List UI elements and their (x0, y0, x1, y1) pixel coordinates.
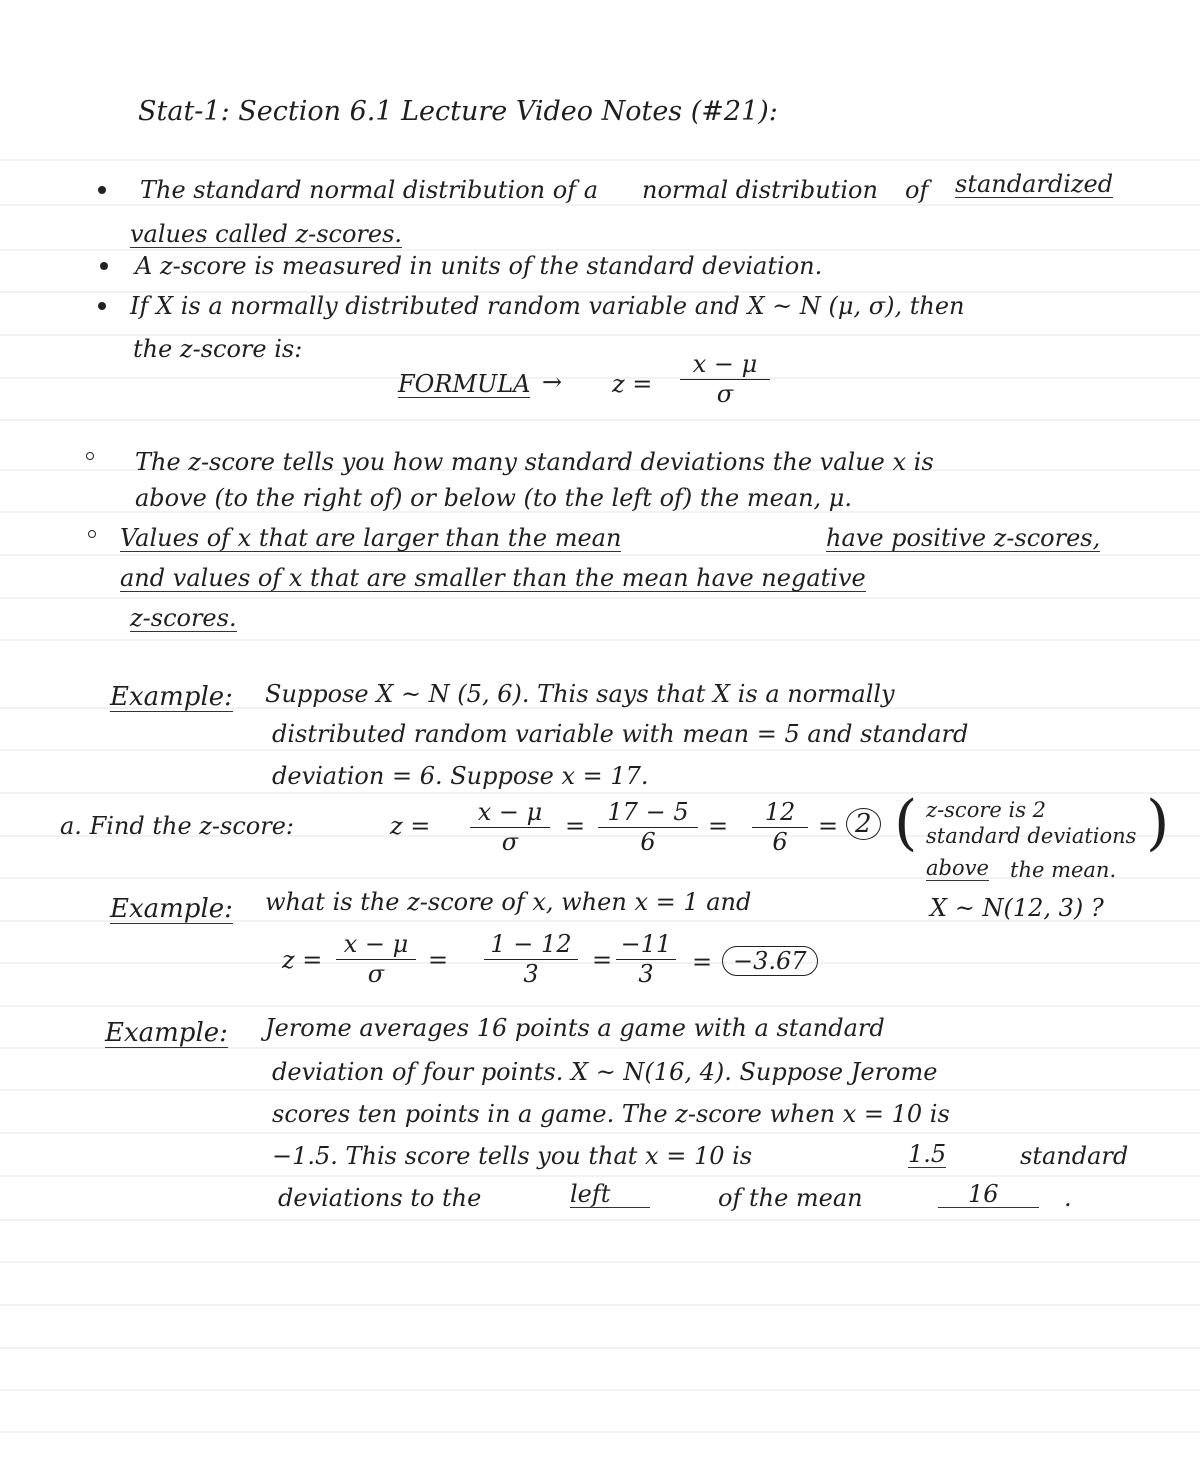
example-2-fraction-3 (616, 932, 676, 987)
example-3-line-4c: standard (1020, 1142, 1129, 1170)
example-2-line-1: what is the z-score of x, when x = 1 and (265, 888, 752, 916)
fraction-numerator: −11 (620, 930, 672, 958)
example-3-line-5c: of the mean (718, 1184, 863, 1212)
example-1-line-1: Suppose X ~ N (5, 6). This says that X is a normally (265, 680, 895, 708)
example-1-answer-circled: 2 (846, 808, 881, 840)
fraction-numerator: x − μ (477, 798, 543, 826)
example-2-z-equals: z = (282, 946, 323, 974)
fraction-denominator: 6 (772, 828, 788, 857)
fraction-denominator: σ (501, 828, 519, 857)
fraction-denominator: 3 (638, 960, 654, 989)
example-2-label: Example: (110, 894, 233, 924)
bullet-1-term-standardized: standardized (955, 170, 1114, 198)
example-2-fraction-2 (484, 932, 578, 987)
example-3-label: Example: (105, 1018, 228, 1048)
example-1-note-mean: the mean. (1010, 858, 1117, 882)
fraction-numerator: x − μ (343, 930, 409, 958)
example-1-note-above: above (926, 856, 989, 880)
bullet-4-line-2: above (to the right of) or below (to the left of) the mean, μ. (135, 484, 853, 512)
example-1-fraction-1 (470, 800, 550, 855)
bullet-1-line-1b: normal distribution (642, 176, 878, 204)
example-3-line-5a: deviations to the (278, 1184, 482, 1212)
bullet-2-text: A z-score is measured in units of the standard deviation. (135, 252, 823, 280)
example-3-line-3: scores ten points in a game. The z-score when x = 10 is (272, 1100, 950, 1128)
equals-sign: = (818, 812, 839, 840)
bullet-dot (98, 186, 106, 194)
example-3-line-4a: −1.5. This score tells you that x = 10 is (272, 1142, 753, 1170)
page-title: Stat-1: Section 6.1 Lecture Video Notes (#21): (138, 96, 778, 127)
example-3-line-2: deviation of four points. X ~ N(16, 4). Suppose Jerome (272, 1058, 938, 1086)
example-1-part-a: a. Find the z-score: (60, 812, 294, 840)
paren-open: ( (894, 788, 918, 858)
example-1-line-2: distributed random variable with mean = 5 and standard (272, 720, 969, 748)
fraction-denominator: σ (367, 960, 385, 989)
paren-close: ) (1146, 788, 1170, 858)
example-1-line-3: deviation = 6. Suppose x = 17. (272, 762, 649, 790)
example-2-distribution: X ~ N(12, 3) ? (930, 894, 1104, 922)
example-3-period: . (1064, 1184, 1072, 1212)
bullet-dot (98, 302, 106, 310)
example-3-line-1: Jerome averages 16 points a game with a standard (265, 1014, 885, 1042)
equals-sign: = (692, 948, 713, 976)
bullet-5-line-3: z-scores. (130, 604, 237, 632)
fraction-denominator: 3 (523, 960, 539, 989)
equals-sign: = (565, 812, 586, 840)
bullet-5-line-1b: have positive z-scores, (826, 524, 1101, 552)
bullet-4-line-1: The z-score tells you how many standard deviations the value x is (135, 448, 934, 476)
bullet-1-line-1a: The standard normal distribution of a (140, 176, 599, 204)
bullet-3-line-1: If X is a normally distributed random variable and X ~ N (μ, σ), then (130, 292, 965, 320)
bullet-dot (100, 262, 108, 270)
equals-sign: = (592, 946, 613, 974)
formula-z-equals: z = (612, 370, 653, 398)
formula-denominator: σ (716, 380, 734, 409)
example-2-fraction-1 (336, 932, 416, 987)
equals-sign: = (428, 946, 449, 974)
fraction-numerator: 17 − 5 (607, 798, 689, 826)
example-1-note-line-1: z-score is 2 (926, 798, 1047, 822)
example-3-blank-16: 16 (938, 1182, 1039, 1208)
example-1-z-equals: z = (390, 812, 431, 840)
arrow-icon: → (542, 368, 563, 396)
example-3-blank-1-5: 1.5 (908, 1140, 947, 1168)
example-3-blank-left: left (570, 1182, 650, 1208)
bullet-3-line-2: the z-score is: (133, 335, 303, 363)
bullet-1-line-1c: of (905, 176, 929, 204)
example-1-fraction-3 (752, 800, 808, 855)
formula-label: FORMULA (398, 370, 531, 398)
bullet-circle (86, 452, 94, 460)
equals-sign: = (708, 812, 729, 840)
bullet-1-line-2: values called z-scores. (130, 220, 403, 248)
fraction-numerator: 12 (764, 798, 796, 826)
formula-fraction (680, 352, 770, 407)
example-2-answer-circled: −3.67 (722, 946, 818, 976)
example-1-label: Example: (110, 682, 233, 712)
example-1-fraction-2 (598, 800, 698, 855)
example-1-note-line-2: standard deviations (926, 824, 1137, 848)
bullet-5-line-1a: Values of x that are larger than the mean (120, 524, 622, 552)
formula-numerator: x − μ (692, 350, 758, 378)
fraction-denominator: 6 (640, 828, 656, 857)
bullet-5-line-2: and values of x that are smaller than the mean have negative (120, 564, 866, 592)
fraction-numerator: 1 − 12 (490, 930, 572, 958)
bullet-circle (88, 530, 96, 538)
